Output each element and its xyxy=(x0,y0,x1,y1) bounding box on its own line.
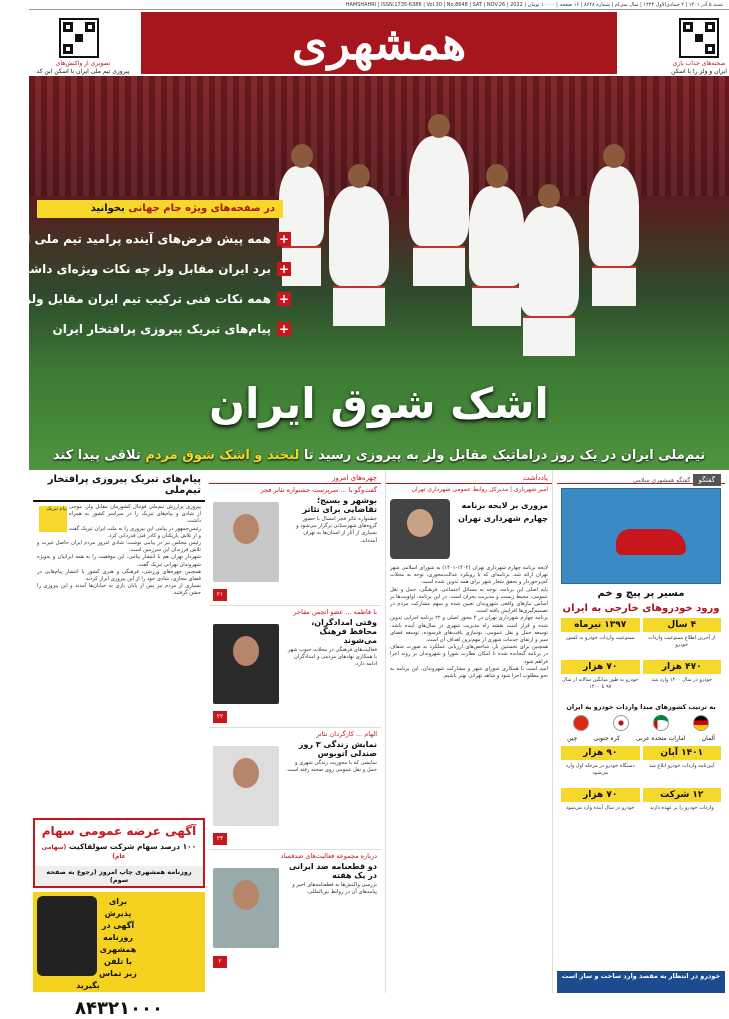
stat-text: خودرو به طور میانگین سالانه از سال ۹۷ تا ۱۴۰۰ xyxy=(562,677,639,690)
profile-text: جشنواره تئاتر فجر امسال با حضور گروه‌های شهرستانی برگزار می‌شود و بسیاری از آثار از استان‌ها به تهران آمده‌اند. xyxy=(296,516,377,544)
profile-title: دو قطعنامه ضد ایرانی در یک هفته xyxy=(289,862,377,880)
profile-title: وقتی امدادگران، محافظ فرهنگ می‌شوند xyxy=(311,618,377,645)
qr-note-left-text: پیروزی تیم ملی ایران با اسکن این کد xyxy=(36,68,130,75)
stat-text: خودرو در سال آینده وارد می‌شود xyxy=(566,805,635,811)
player-figure xyxy=(469,186,524,286)
bullet-item[interactable] xyxy=(10,254,291,284)
bullet-text: پیام‌های تبریک پیروزی پرافتخار ایران xyxy=(52,322,271,336)
plus-icon: + xyxy=(278,322,290,336)
qr-note-left-red: تصویری از واکنش‌های xyxy=(55,60,111,67)
plus-icon: + xyxy=(278,262,290,276)
player-figure xyxy=(329,186,389,286)
profile-text: فعالیت‌های فرهنگی در محلات جنوب شهر با همکاری نهادهای مردمی و امدادگران ادامه دارد. xyxy=(287,647,377,668)
stat-boxes-2 xyxy=(557,742,725,831)
container-car-image xyxy=(561,488,721,584)
page-number-badge: ۲ xyxy=(213,956,227,968)
paragraph: بسیاری از مردم نیز پس از پایان بازی به خیابان‌ها آمدند و این پیروزی را جشن گرفتند. xyxy=(37,583,201,597)
profile-name: الهام ... کارگردان تئاتر xyxy=(316,730,377,738)
stat-value: ۷۰ هزار xyxy=(561,660,640,674)
profile-item[interactable] xyxy=(209,484,381,606)
paragraph: پایه اصلی این برنامه، توجه به مسائل اجتماعی، فرهنگی، حمل و نقل عمومی، محیط زیست و مدیریت بحران است. در این برنامه، اولویت‌ها بر اساس نیازهای واقعی شهروندان تعیین شده و سهم مشارکت مردم در تصمیم‌گیری‌ها افزایش یافته است. xyxy=(390,586,548,615)
profile-name: گفت‌وگو با ... سرپرست جشنواره تئاتر فجر xyxy=(260,486,377,494)
flag-caption: چین xyxy=(567,735,578,742)
germany-flag-icon xyxy=(693,715,709,731)
stat-value: ۱۳۹۷ تیرماه xyxy=(561,618,640,632)
paragraph: لایحه برنامه چهارم شهرداری تهران (۱۴۰۲-۱۴۰۱) به شورای اسلامی شهر تهران ارائه شد. برنامه‌ای که با رویکرد عدالت‌محوری، توجه به محلات کم‌برخوردار و تحقق شعار شهر برای همه تدوین شده است. xyxy=(390,565,549,586)
subhead-part-a: تیم‌ملی ایران در یک روز دراماتیک مقابل ولز به پیروزی رسید تا xyxy=(303,448,706,463)
author-line: امیر شهریاری | مدیرکل روابط عمومی شهرداری تهران xyxy=(411,486,548,493)
stat-boxes xyxy=(557,614,725,703)
column-tag xyxy=(209,470,381,484)
stat-text: آیین‌نامه واردات خودرو ابلاغ شد xyxy=(648,763,715,769)
ad-title: آگهی عرضه عمومی سهام xyxy=(41,824,197,838)
player-figure xyxy=(409,136,469,246)
qr-code-right[interactable] xyxy=(679,18,719,58)
tag-label: یادداشت xyxy=(523,474,548,482)
congrats-body xyxy=(33,502,205,600)
ad-subtitle-main: ۱۰۰ درصد سهام شرکت سولقاکیت xyxy=(68,842,197,851)
hero-photo xyxy=(0,76,729,470)
country-flags xyxy=(557,711,725,735)
ad-note: روزنامه همشهری چاپ امروز (رجوع به صفحه سوم) xyxy=(35,866,203,886)
bullet-item[interactable] xyxy=(24,284,291,314)
profile-title: بوشهر و بسیج؛ تقاضایی برای تئاتر xyxy=(302,496,377,514)
china-flag-icon xyxy=(573,715,589,731)
paragraph: رئیس مجلس نیز در پیامی نوشت: شادی امروز مردم ایران حاصل غیرت و تلاش فرزندان این سرزمین است. xyxy=(37,540,201,554)
bullet-item[interactable] xyxy=(37,314,291,344)
paragraph: پیروزی پرارزش تیم‌ملی فوتبال کشورمان مقابل ولز، موجی از شادی و پیام‌های تبریک را در سراسر کشور به همراه داشت. xyxy=(69,504,201,525)
yellow-tag: پیام تبریک xyxy=(39,506,67,532)
main-headline: اشک شوق ایران xyxy=(209,379,549,428)
profile-name: با فاطمه ... عضو انجمن مفاخر xyxy=(293,608,377,616)
ad-subtitle xyxy=(35,842,203,860)
editorial-lead xyxy=(386,495,552,563)
stat-value: ۱۲ شرکت xyxy=(643,788,722,802)
paragraph: رئیس‌جمهور در پیامی این پیروزی را به ملت ایران تبریک گفت و از تلاش بازیکنان و کادر فنی قدردانی کرد. xyxy=(69,525,201,539)
cars-subtitle[interactable]: ورود خودروهای خارجی به ایران xyxy=(562,603,720,614)
subhead-highlight: لبخند و اشک شوق مردم xyxy=(145,448,300,463)
editorial-title[interactable]: مروری بر لایحه برنامه چهارم شهرداری تهران xyxy=(458,501,548,523)
stat-value: ۴ سال xyxy=(643,618,722,632)
player-figure xyxy=(589,166,639,266)
profile-item[interactable] xyxy=(209,850,381,972)
stat-value: ۷۰ هزار xyxy=(561,788,640,802)
plus-icon: + xyxy=(278,292,290,306)
column-cars xyxy=(557,470,725,993)
paragraph: شهردار تهران هم با انتشار پیامی، این موفقیت را به همه ایرانیان و به‌ویژه شهروندان تهرانی تبریک گفت. xyxy=(37,554,201,568)
profile-photo xyxy=(213,624,279,704)
uae-flag-icon xyxy=(653,715,669,731)
flag-caption: امارات متحده عربی xyxy=(636,735,686,742)
flag-captions xyxy=(557,735,725,742)
flags-title: به ترتیب کشورهای مبدا واردات خودرو به ایران xyxy=(566,703,716,711)
stat-text: از آخرین اطلاع ممنوعیت واردات خودرو xyxy=(647,635,716,648)
author-photo xyxy=(390,499,450,559)
profile-photo xyxy=(213,746,279,826)
column-editorial xyxy=(385,470,553,993)
column-congrats xyxy=(33,470,205,1019)
stat-text: ممنوعیت واردات خودرو به کشور xyxy=(565,635,635,641)
ad-phone-number: ۸۴۳۲۱۰۰۰ xyxy=(75,998,163,1019)
stat-text: دستگاه خودرو در مرحله اول وارد می‌شود xyxy=(565,763,635,776)
share-offer-ad[interactable] xyxy=(33,818,205,888)
bottom-columns xyxy=(29,470,729,1019)
flag-caption: آلمان xyxy=(701,735,715,742)
paragraph: امید است با همکاری شورای شهر و مشارکت شهروندان، این برنامه به نحو مطلوب اجرا شود و شاهد تهرانی بهتر باشیم. xyxy=(390,665,548,680)
kicker-suffix: بخوانید xyxy=(90,203,125,214)
profile-photo xyxy=(213,502,279,582)
editorial-body xyxy=(386,563,552,682)
stat-text: واردات خودرو را بر عهده دارند xyxy=(649,805,714,811)
page-number-badge: ۲۲ xyxy=(213,711,227,723)
tag-sub: گفتگو همشهری سلامی xyxy=(632,477,691,484)
bullet-item[interactable] xyxy=(0,224,291,254)
flag-caption: کره جنوبی xyxy=(593,735,620,742)
qr-note-left xyxy=(33,60,133,76)
profile-photo xyxy=(213,868,279,948)
page-number-badge: ۲۱ xyxy=(213,589,227,601)
kicker-prefix: در صفحه‌های ویژه جام جهانی xyxy=(128,203,275,214)
congrats-title[interactable]: پیام‌های تبریک پیروزی پرافتخار تیم‌ملی xyxy=(33,470,205,502)
subhead-part-c: تلاقی پیدا کند xyxy=(52,448,141,463)
profile-text: نمایشی که با محوریت زندگی شهری و حمل و نقل عمومی روی صحنه رفته است. xyxy=(285,760,377,774)
profile-item[interactable] xyxy=(209,606,381,728)
qr-note-right-text: ایران و ولز را با اسکن xyxy=(671,68,727,75)
dateline: شنبه ۵ آذر ۱۴۰۱ | ۲ جمادی‌الاول ۱۴۴۴ | سال سی‌ام | شماره ۸۶۴۸ | ۱۶ صفحه | ۱۰۰۰۰ تومان | HAMSHAHRI | ISSN:1735-6386 | Vol.30 | No.8648 | SAT | NOV.26 | 2022 xyxy=(29,0,729,10)
qr-code-left[interactable] xyxy=(59,18,99,58)
tag-label: گفتگو xyxy=(693,474,721,486)
stat-value: ۱۴۰۱ آبان xyxy=(643,746,722,760)
paragraph: برنامه چهارم شهرداری تهران در ۴ محور اصلی و ۲۲ برنامه اجرایی تدوین شده و قرار است نقشه راه مدیریت شهری در سال‌های آینده باشد. توسعه حمل و نقل عمومی، نوسازی بافت‌های فرسوده، توسعه فضای سبز و ارتقای خدمات شهری از مهم‌ترین اهداف آن است. xyxy=(390,615,548,644)
player-figure xyxy=(519,206,579,316)
bullet-text: همه پیش فرض‌های آینده پرامید تیم ملی ایران xyxy=(0,232,271,246)
ad-text: برای پذیرش آگهی در روزنامه همشهری با تلفن زیر تماس بگیرید xyxy=(76,897,137,990)
masthead xyxy=(29,10,729,76)
phone-icon xyxy=(37,896,97,976)
ad-phone-banner[interactable] xyxy=(33,892,205,1019)
cars-banner: خودرو در انتظار به مقصد وارد ساخت و ساز است xyxy=(557,971,725,993)
column-faces xyxy=(209,470,381,993)
stat-value: ۴۷۰ هزار xyxy=(643,660,722,674)
ad-subtitle-note: (سهامی عام) xyxy=(41,844,126,860)
profile-text: بررسی واکنش‌ها به قطعنامه‌های اخیر و پیامدهای آن در روابط بین‌المللی. xyxy=(292,882,377,896)
profile-title: نمایش زندگی ۳ روز صندلی اتوبوس xyxy=(298,740,377,758)
column-tag xyxy=(386,470,552,484)
main-subhead xyxy=(49,448,709,463)
profile-item[interactable] xyxy=(209,728,381,850)
cars-title[interactable]: مسیر پر پیچ و خم xyxy=(597,588,685,599)
page-number-badge: ۲۴ xyxy=(213,833,227,845)
car-icon xyxy=(616,529,686,555)
world-cup-bullets xyxy=(0,224,291,344)
newspaper-logo: همشهری xyxy=(141,12,617,74)
paragraph: همچنین چهره‌های ورزشی، فرهنگی و هنری کشور با انتشار پیام‌هایی در فضای مجازی، شادی خود را از این پیروزی ابراز کردند. xyxy=(37,568,201,583)
bullet-text: برد ایران مقابل ولز چه نکات ویژه‌ای داشت؟ xyxy=(10,262,271,276)
stat-value: ۹۰ هزار xyxy=(561,746,640,760)
world-cup-kicker xyxy=(37,200,283,218)
paragraph: همچنین برای نخستین بار، شاخص‌های ارزیابی عملکرد به صورت شفاف در برنامه گنجانده شده تا امکان نظارت شورا و شهروندان بر روند اجرا فراهم شود. xyxy=(390,644,548,665)
plus-icon: + xyxy=(278,232,290,246)
tag-label: چهره‌های امروز xyxy=(332,474,377,482)
column-tag xyxy=(557,470,725,484)
korea-flag-icon xyxy=(613,715,629,731)
bullet-text: همه نکات فنی ترکیب تیم ایران مقابل ولز xyxy=(24,292,271,306)
stat-text: خودرو در سال ۱۴۰۰ وارد شد xyxy=(651,677,713,683)
qr-note-right-red: صحنه‌های جذاب بازی xyxy=(672,60,726,67)
profile-name: درباره مجموعه فعالیت‌های ضدفساد xyxy=(280,852,377,860)
